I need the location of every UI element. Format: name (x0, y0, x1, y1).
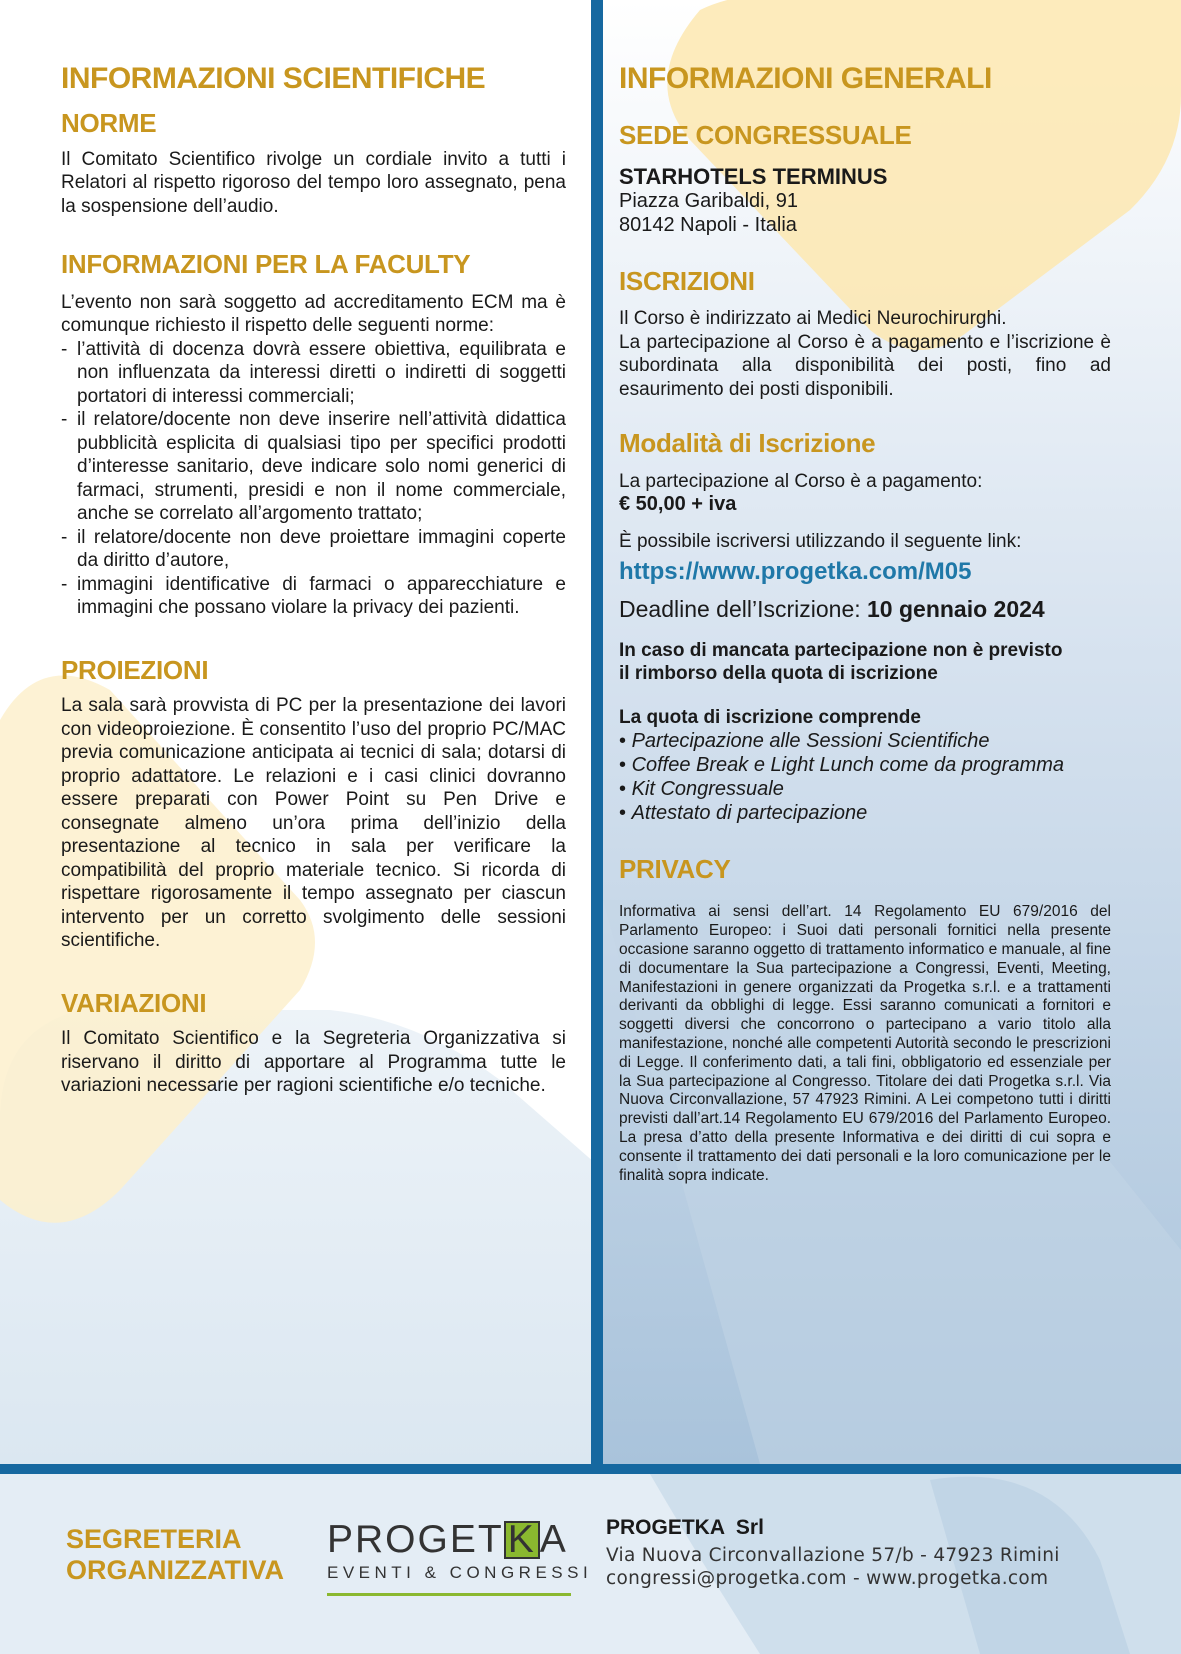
logo-text-start: PROGET (327, 1518, 504, 1561)
refund-warning (619, 639, 1111, 685)
faculty-rule: - il relatore/docente non deve proiettare immagini coperte da diritto d’autore, (61, 526, 566, 573)
variazioni-text: Il Comitato Scientifico e la Segreteria Organizzativa si riservano il diritto di apportare al Programma tutte le variazioni necessarie per ragioni scientifiche e/o tecniche. (61, 1028, 566, 1097)
privacy-heading: PRIVACY (619, 853, 731, 884)
payment-text: La partecipazione al Corso è a pagamento: (619, 470, 983, 492)
deadline (619, 596, 1111, 623)
hotel-address-street: Piazza Garibaldi, 91 (619, 189, 798, 212)
footer (0, 1474, 1181, 1654)
segreteria-line2: ORGANIZZATIVA (66, 1555, 284, 1585)
vertical-divider (591, 0, 603, 1474)
refund-warning-line1: In caso di mancata partecipazione non è previsto (619, 639, 1063, 661)
includes-list (619, 729, 1111, 825)
refund-warning-line2: il rimborso della quota di iscrizione (619, 662, 938, 684)
variazioni-heading: VARIAZIONI (61, 987, 207, 1018)
variazioni-section (61, 989, 566, 1098)
iscrizioni-target: Il Corso è indirizzato ai Medici Neurochirurghi. (619, 308, 1007, 330)
iscrizioni-heading: ISCRIZIONI (619, 265, 755, 296)
progetka-logo (327, 1518, 593, 1596)
iscrizioni-section (619, 267, 1111, 402)
modalita-section (619, 429, 1111, 825)
includes-title: La quota di iscrizione comprende (619, 706, 921, 728)
logo-underline (327, 1593, 571, 1596)
sede-heading: SEDE CONGRESSUALE (619, 120, 912, 150)
logo-tagline: EVENTI & CONGRESSI (327, 1563, 593, 1582)
norme-section (61, 109, 566, 218)
hotel-name: STARHOTELS TERMINUS (619, 163, 888, 189)
modalita-heading: Modalità di Iscrizione (619, 428, 876, 459)
hotel-address-city: 80142 Napoli - Italia (619, 213, 797, 236)
right-title: INFORMAZIONI GENERALI (619, 62, 992, 95)
norme-heading: NORME (61, 108, 157, 138)
proiezioni-heading: PROIEZIONI (61, 654, 209, 685)
registration-link[interactable]: https://www.progetka.com/M05 (619, 557, 972, 585)
faculty-rules-list (61, 338, 566, 620)
privacy-section (619, 855, 1111, 1186)
faculty-heading: INFORMAZIONI PER LA FACULTY (61, 249, 471, 280)
logo-text-end: A (539, 1518, 568, 1561)
proiezioni-section (61, 656, 566, 953)
proiezioni-text: La sala sarà provvista di PC per la presentazione dei lavori con videoproiezione. È consentito l’uso del proprio PC/MAC previa comunicazione anticipata ai tecnici di sala; dotarsi di proprio adattatore. Le relazioni e i casi clinici dovranno essere preparati con Power Point su Pen Drive e consegnate almeno un’ora prima dell’inizio della presentazione al tecnico in sala per verificare la compatibilità del proprio materiale tecnico. Si ricorda di rispettare rigorosamente il tempo assegnato per ciascun intervento per un corretto svolgimento delle sessioni scientifiche. (61, 695, 566, 952)
norme-text: Il Comitato Scientifico rivolge un cordiale invito a tutti i Relatori al rispetto rigoroso del tempo loro assegnato, pena la sospensione dell’audio. (61, 148, 566, 217)
right-column (619, 62, 1111, 1219)
segreteria-line1: SEGRETERIA (66, 1524, 242, 1554)
faculty-rule: - il relatore/docente non deve inserire nell’attività didattica pubblicità esplicita di qualsiasi tipo per specifici prodotti d’interesse sanitario, deve indicare solo nomi generici di farmaci, strumenti, presidi e non il nome commerciale, anche se correlato all’argomento trattato; (61, 408, 566, 526)
price: € 50,00 + iva (619, 493, 737, 516)
link-intro: È possibile iscriversi utilizzando il seguente link: (619, 531, 1022, 553)
iscrizioni-conditions: La partecipazione al Corso è a pagamento e l’iscrizione è subordinata alla disponibilità dei posti, fino ad esaurimento dei posti disponibili. (619, 331, 1111, 400)
company-contacts[interactable]: congressi@progetka.com - www.progetka.com (606, 1568, 1049, 1589)
privacy-text: Informativa ai sensi dell’art. 14 Regolamento EU 679/2016 del Parlamento Europeo: i Suoi dati personali fornitici nella presente occasione saranno oggetto di trattamento informatico e manuale, al fine di documentare la Sua partecipazione a Congressi, Eventi, Meeting, Manifestazioni in genere organizzati da Progetka s.r.l. e a trattamenti derivanti da obblighi di legge. Essi saranno comunicati a fornitori e soggetti diversi che concorrono o partecipano a vario titolo alla manifestazione, nonché alle competenti Autorità secondo le prescrizioni di Legge. Il conferimento dati, a tali fini, obbligatorio ed essenziale per la Sua partecipazione al Congresso. Titolare dei dati Progetka s.r.l. Via Nuova Circonvallazione, 57 47923 Rimini. A Lei competono tutti i diritti previsti dall’art.14 Regolamento EU 679/2016 del Parlamento Europeo. La presa d’atto della presente Informativa e dei diritti di cui sopra e consente il trattamento dei dati personali e la loro comunicazione per le finalità sopra indicate. (619, 903, 1111, 1184)
logo-wordmark (327, 1520, 573, 1560)
includes-item: • Kit Congressuale (619, 777, 1111, 801)
company-info (606, 1516, 1060, 1590)
left-title: INFORMAZIONI SCIENTIFICHE (61, 62, 486, 95)
includes-item: • Coffee Break e Light Lunch come da programma (619, 753, 1111, 777)
includes-item: • Partecipazione alle Sessioni Scientifiche (619, 729, 1111, 753)
deadline-date: 10 gennaio 2024 (867, 595, 1045, 622)
faculty-rule: - immagini identificative di farmaci o apparecchiature e immagini che possano violare la privacy dei pazienti. (61, 573, 566, 620)
sede-section (619, 121, 1111, 237)
left-column (61, 62, 566, 1132)
logo-k-box: K (504, 1521, 540, 1559)
faculty-rule: - l’attività di docenza dovrà essere obiettiva, equilibrata e non influenzata da interessi diretti o indiretti di soggetti portatori di interessi commerciali; (61, 338, 566, 409)
deadline-label: Deadline dell’Iscrizione: (619, 595, 861, 622)
company-name: PROGETKA Srl (606, 1516, 764, 1539)
segreteria-label (66, 1524, 284, 1586)
faculty-intro: L’evento non sarà soggetto ad accreditamento ECM ma è comunque richiesto il rispetto delle seguenti norme: (61, 291, 566, 337)
horizontal-divider (0, 1464, 1181, 1474)
faculty-section (61, 250, 566, 620)
includes-item: • Attestato di partecipazione (619, 801, 1111, 825)
company-address: Via Nuova Circonvallazione 57/b - 47923 Rimini (606, 1545, 1060, 1566)
